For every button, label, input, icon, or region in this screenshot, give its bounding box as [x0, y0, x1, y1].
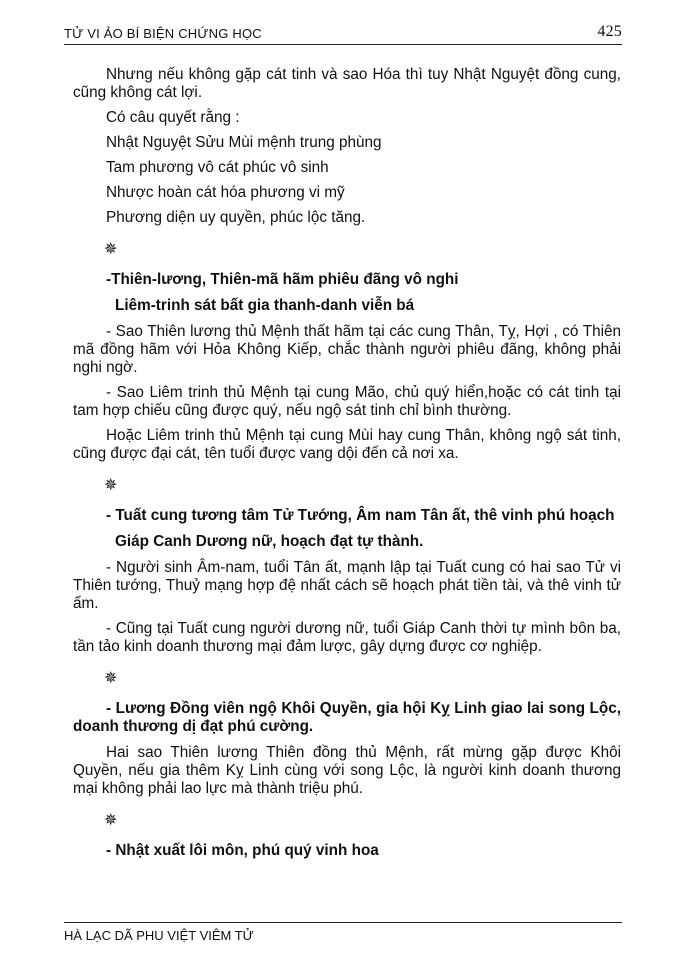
- paragraph: - Người sinh Âm-nam, tuổi Tân ất, mạnh lập tại Tuất cung có hai sao Tử vi Thiên tướng, Thuỷ mạng hợp đệ nhất cách sẽ hoạch phát tiền tài, và thê vinh tử ấm.: [73, 559, 621, 612]
- page-footer: [64, 922, 622, 943]
- section-heading: - Nhật xuất lôi môn, phú quý vinh hoa: [106, 842, 379, 859]
- paragraph: Nhưng nếu không gặp cát tinh và sao Hóa thì tuy Nhật Nguyệt đồng cung, cũng không cát lợi.: [73, 66, 621, 101]
- paragraph: - Sao Liêm trinh thủ Mệnh tại cung Mão, chủ quý hiển,hoặc có cát tinh tại tam hợp chiếu cũng được quý, nếu ngộ sát tinh chỉ bình thường.: [73, 384, 621, 419]
- star-separator-icon: ✵: [104, 241, 118, 258]
- page-header: [64, 24, 622, 45]
- star-separator-icon: ✵: [104, 812, 118, 829]
- section-heading: - Tuất cung tương tâm Tử Tướng, Âm nam Tân ất, thê vinh phú hoạch: [106, 507, 615, 524]
- running-title: TỬ VI ẢO BÍ BIỆN CHỨNG HỌC: [64, 26, 262, 41]
- verse-line: Nhược hoàn cát hóa phương vi mỹ: [106, 184, 345, 201]
- star-separator-icon: ✵: [104, 670, 118, 687]
- footer-text: HÀ LẠC DÃ PHU VIỆT VIÊM TỬ: [64, 928, 254, 943]
- star-separator-icon: ✵: [104, 477, 118, 494]
- page-number: 425: [597, 23, 622, 40]
- paragraph: Hai sao Thiên lương Thiên đồng thủ Mệnh, rất mừng gặp được Khôi Quyền, nếu gia thêm Kỵ Linh cùng với song Lộc, là người kinh doanh thương mại không phải lao lực mà thành triệu phú.: [73, 744, 621, 797]
- paragraph: - Cũng tại Tuất cung người dương nữ, tuổi Giáp Canh thời tự mình bôn ba, tần tảo kinh doanh thương mại đảm lược, gây dựng được cơ nghiệp.: [73, 620, 621, 655]
- paragraph: Có câu quyết rằng :: [106, 109, 240, 126]
- section-heading: - Lương Đồng viên ngộ Khôi Quyền, gia hội Kỵ Linh giao lai song Lộc, doanh thương dị đạt phú cường.: [73, 700, 621, 735]
- paragraph: - Sao Thiên lương thủ Mệnh thất hãm tại các cung Thân, Tỵ, Hợi , có Thiên mã đồng hãm với Hỏa Không Kiếp, chắc thành người phiêu đãng, không phải nghi ngờ.: [73, 323, 621, 376]
- paragraph: Hoặc Liêm trinh thủ Mệnh tại cung Mùi hay cung Thân, không ngộ sát tinh, cũng được đại cát, tên tuổi được vang dội đến cả nơi xa.: [73, 427, 621, 462]
- section-heading: Liêm-trinh sát bất gia thanh-danh viễn bá: [115, 297, 415, 314]
- verse-line: Phương diện uy quyền, phúc lộc tăng.: [106, 209, 366, 226]
- section-heading: Giáp Canh Dương nữ, hoạch đạt tự thành.: [115, 533, 424, 550]
- section-heading: -Thiên-lương, Thiên-mã hãm phiêu đãng vô nghi: [106, 271, 459, 288]
- page-body: [73, 66, 621, 868]
- verse-line: Nhật Nguyệt Sửu Mùi mệnh trung phùng: [106, 134, 382, 151]
- verse-line: Tam phương vô cát phúc vô sinh: [106, 159, 329, 176]
